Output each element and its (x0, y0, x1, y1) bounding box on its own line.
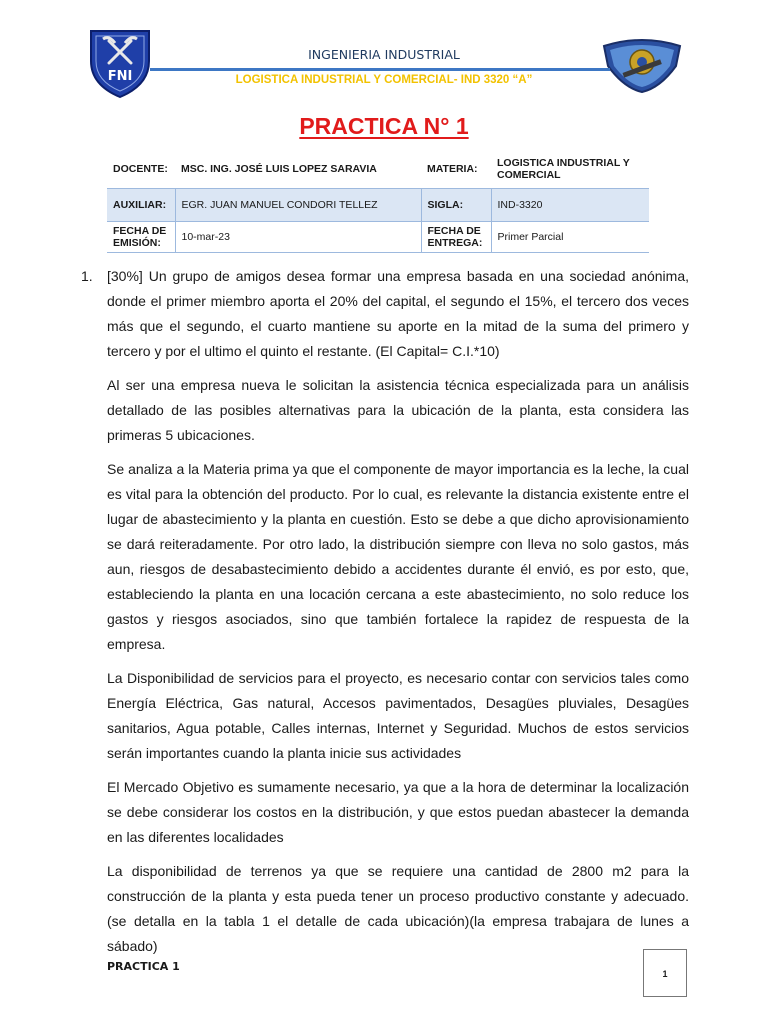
paragraph: [30%] Un grupo de amigos desea formar una empresa basada en una sociedad anónima, donde el primer miembro aporta el 20% del capital, el segundo el 15%, el tercero dos veces más que el segundo, el cuarto mantiene su aporte en la mitad de la suma del primero y tercero y por el ultimo el quinto el restante. (El Capital= C.I.*10) (107, 268, 689, 359)
auxiliar-value: EGR. JUAN MANUEL CONDORI TELLEZ (175, 189, 421, 222)
page-number-box (643, 949, 687, 997)
sigla-value: IND-3320 (491, 189, 649, 222)
info-row-fechas (107, 222, 649, 253)
course-name: LOGISTICA INDUSTRIAL Y COMERCIAL- IND 3320 “A” (235, 74, 533, 86)
auxiliar-label: AUXILIAR: (107, 189, 175, 222)
paragraph: La disponibilidad de terrenos ya que se requiere una cantidad de 2800 m2 para la construcción de la planta y esta pueda tener un proceso productivo constante y adecuado. (se detalla en la tabla 1 el detalle de cada ubicación)(la empresa trabajara de lunes a sábado) (107, 863, 689, 954)
page-number: 1 (662, 969, 668, 979)
fni-shield-logo (89, 27, 151, 99)
fni-logo-text: FNI (107, 69, 133, 84)
page-title-text: PRACTICA N° 1 (299, 113, 469, 139)
institution-name: INGENIERIA INDUSTRIAL (308, 47, 460, 62)
paragraph: El Mercado Objetivo es sumamente necesario, ya que a la hora de determinar la localización se debe considerar los costos en la distribución, y que estos puedan abastecer la demanda en las diferentes localidades (107, 779, 689, 845)
page-title (0, 113, 768, 140)
problem-body (107, 264, 689, 968)
info-row-docente (107, 150, 649, 189)
materia-value: LOGISTICA INDUSTRIAL Y COMERCIAL (491, 150, 649, 189)
paragraph: Se analiza a la Materia prima ya que el componente de mayor importancia es la leche, la cual es vital para la obtención del producto. Por lo cual, es relevante la distancia existente entre el lugar de abastecimiento y la planta en cuestión. Esto se debe a que dicho aprovisionamiento se dará reiteradamente. Por otro lado, la distribución siempre con lleva no solo gastos, más aun, riesgos de desabastecimiento debido a accidentes durante él envió, es por esto, que, estableciendo la planta en una locación cercana a este abastecimiento, no solo reduce los gastos y riesgos asociados, sino que también fortalece la rapidez de respuesta de la empresa. (107, 461, 689, 652)
info-table (107, 150, 649, 253)
emision-value: 10-mar-23 (175, 222, 421, 253)
emision-label: FECHA DE EMISIÓN: (107, 222, 175, 253)
entrega-value: Primer Parcial (491, 222, 649, 253)
materia-label: MATERIA: (421, 150, 491, 189)
paragraph: Al ser una empresa nueva le solicitan la asistencia técnica especializada para un análisis detallado de las posibles alternativas para la ubicación de la planta, esta considera las primeras 5 ubicaciones. (107, 377, 689, 443)
info-row-auxiliar (107, 189, 649, 222)
sigla-label: SIGLA: (421, 189, 491, 222)
paragraph: La Disponibilidad de servicios para el proyecto, es necesario contar con servicios tales como Energía Eléctrica, Gas natural, Accesos pavimentados, Desagües pluviales, Desagües sanitarios, Agua potable, Calles internas, Internet y Seguridad. Muchos de estos servicios serán importantes cuando la planta inicie sus actividades (107, 670, 689, 761)
list-number: 1. (81, 268, 93, 284)
footer-label: PRACTICA 1 (107, 960, 180, 973)
entrega-label: FECHA DE ENTREGA: (421, 222, 491, 253)
docente-value: MSC. ING. JOSÉ LUIS LOPEZ SARAVIA (175, 150, 421, 189)
header-divider (150, 68, 610, 71)
docente-label: DOCENTE: (107, 150, 175, 189)
